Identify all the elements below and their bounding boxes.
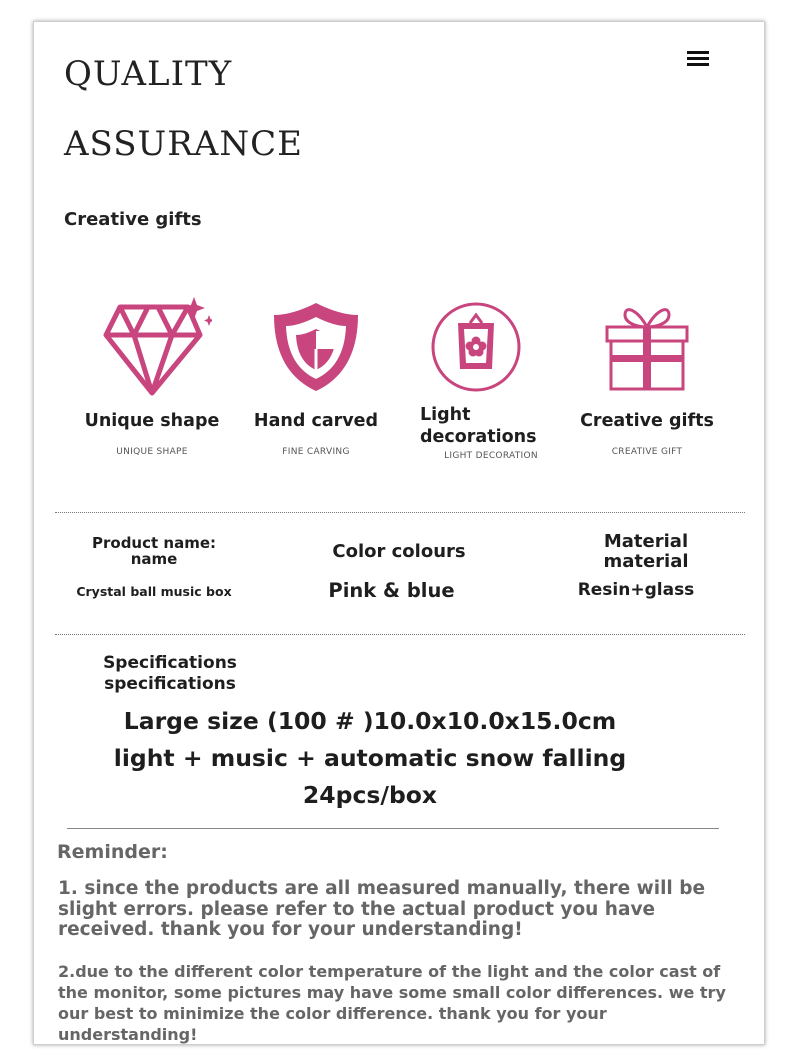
feature-title: Hand carved [253, 411, 379, 431]
reminder-item: 1. since the products are all measured manually, there will be slight errors. please refer to the actual product you have received. thank you for your understanding! [58, 878, 705, 940]
product-name-value: Crystal ball music box [76, 584, 232, 599]
feature-title: Unique shape [84, 411, 220, 431]
gift-icon [597, 297, 697, 397]
material-label: Material material [603, 531, 689, 572]
menu-bar [687, 57, 709, 60]
shield-icon [266, 297, 366, 397]
menu-bar [687, 51, 709, 54]
divider [55, 634, 745, 635]
feature-unique-shape [67, 297, 237, 457]
divider [67, 828, 719, 829]
reminder-title: Reminder: [57, 841, 168, 863]
feature-light-decorations [391, 297, 561, 461]
feature-creative-gifts [562, 297, 732, 457]
menu-icon[interactable] [684, 49, 712, 69]
color-value: Pink & blue [328, 579, 455, 602]
reminder-item: 2.due to the different color temperature of the light and the color cast of the monitor, some pictures may have some small color differences. we try our best to minimize the color difference. thank you for your understanding! [58, 962, 726, 1044]
divider [55, 512, 745, 513]
product-info-card [33, 21, 765, 1045]
feature-title: Creative gifts [580, 411, 714, 431]
menu-bar [687, 63, 709, 66]
diamond-icon [92, 297, 212, 397]
feature-subtitle: LIGHT DECORATION [444, 450, 538, 461]
product-name-label: Product name: name [92, 534, 216, 568]
material-value: Resin+glass [577, 580, 695, 600]
feature-hand-carved [231, 297, 401, 457]
hero-title-line-1: QUALITY [64, 54, 233, 94]
hero-title-line-2: ASSURANCE [64, 124, 303, 164]
lantern-icon [426, 297, 526, 397]
feature-subtitle: UNIQUE SHAPE [116, 446, 188, 457]
section-label: Creative gifts [64, 209, 202, 230]
specifications-label: Specifications specifications [103, 653, 237, 694]
feature-title: Light decorations [420, 405, 537, 447]
specifications-value: Large size (100 # )10.0x10.0x15.0cm light + music + automatic snow falling 24pcs/box [113, 707, 627, 809]
feature-subtitle: FINE CARVING [282, 446, 350, 457]
feature-subtitle: CREATIVE GIFT [611, 446, 683, 457]
color-label: Color colours [332, 541, 466, 562]
